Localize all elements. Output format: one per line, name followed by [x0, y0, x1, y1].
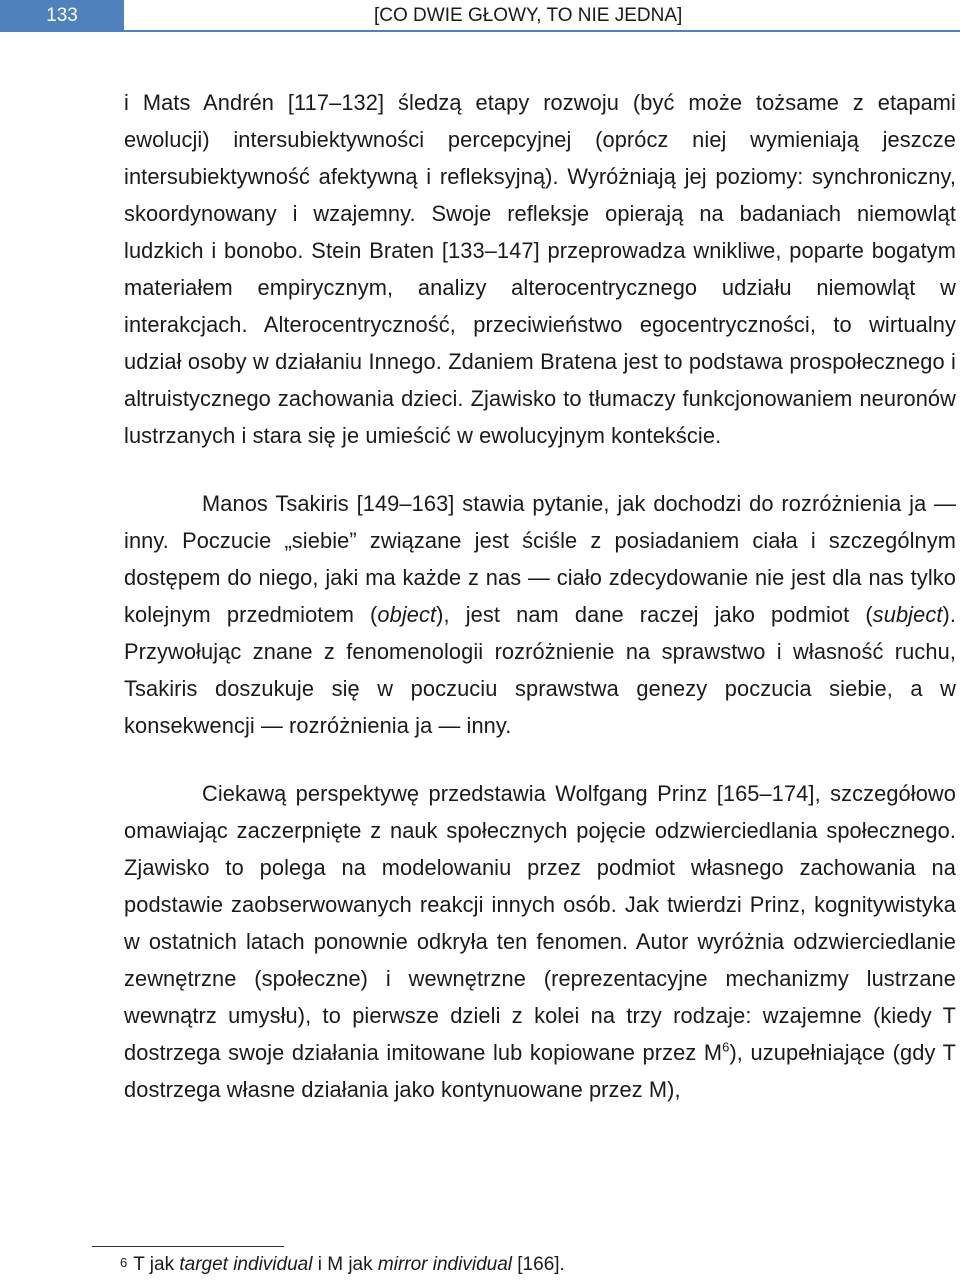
- paragraph-2: Manos Tsakiris [149–163] stawia pytanie, jak dochodzi do rozróżnienia ja — inny. Poczucie „siebie” związane jest ściśle z posiadaniem ciała i szczególnym dostępem do niego, jaki ma każde z nas — ciało zdecydowanie nie jest dla nas tylko kolejnym przedmiotem (object), jest nam dane raczej jako podmiot (subject). Przywołując znane z fenomenologii rozróżnienie na sprawstwo i własność ruchu, Tsakiris doszukuje się w poczuciu sprawstwa genezy poczucia siebie, a w konsekwencji — rozróżnienia ja — inny.: [124, 491, 957, 738]
- footnote-ref[interactable]: 6: [722, 1039, 730, 1055]
- italic-object: object: [377, 602, 437, 627]
- body-text: [124, 84, 956, 1108]
- footnote-separator: [92, 1246, 284, 1247]
- italic-subject: subject: [872, 602, 943, 627]
- page-number: 133: [0, 0, 124, 31]
- running-title: [CO DWIE GŁOWY, TO NIE JEDNA]: [374, 5, 683, 26]
- footnote: $^6$ T jak target individual i M jak mirror individual [166].: [120, 1254, 565, 1275]
- paragraph-3: Ciekawą perspektywę przedstawia Wolfgang Prinz [165–174], szczegółowo omawiając zaczerpnięte z nauk społecznych pojęcie odzwierciedlania społecznego. Zjawisko to polega na modelowaniu przez podmiot własnego zachowania na podstawie zaobserwowanych reakcji innych osób. Jak twierdzi Prinz, kognitywistyka w ostatnich latach ponownie odkryła ten fenomen. Autor wyróżnia odzwierciedlanie zewnętrzne (społeczne) i wewnętrzne (reprezentacyjne mechanizmy lustrzane wewnątrz umysłu), to pierwsze dzieli z kolei na trzy rodzaje: wzajemne (kiedy T dostrzega swoje działania imitowane lub kopiowane przez $M^6$), uzupełniające (gdy T dostrzega własne działania jako kontynuowane przez M),: [124, 781, 956, 1102]
- paragraph-1: i Mats Andrén [117–132] śledzą etapy rozwoju (być może tożsame z etapami ewolucji) intersubiektywności percepcyjnej (oprócz niej wymieniają jeszcze intersubiektywność afektywną i refleksyjną). Wyróżniają jej poziomy: synchroniczny, skoordynowany i wzajemny. Swoje refleksje opierają na badaniach niemowląt ludzkich i bonobo. Stein Braten [133–147] przeprowadza wnikliwe, poparte bogatym materiałem empirycznym, analizy alterocentrycznego udziału niemowląt w interakcjach. Alterocentryczność, przeciwieństwo egocentryczności, to wirtualny udział osoby w działaniu Innego. Zdaniem Bratena jest to podstawa prospołecznego i altruistycznego zachowania dzieci. Zjawisko to tłumaczy funkcjonowaniem neuronów lustrzanych i stara się je umieścić w ewolucyjnym kontekście.: [124, 90, 956, 448]
- page-header: [0, 0, 960, 32]
- footnote-mark: 6: [120, 1255, 128, 1270]
